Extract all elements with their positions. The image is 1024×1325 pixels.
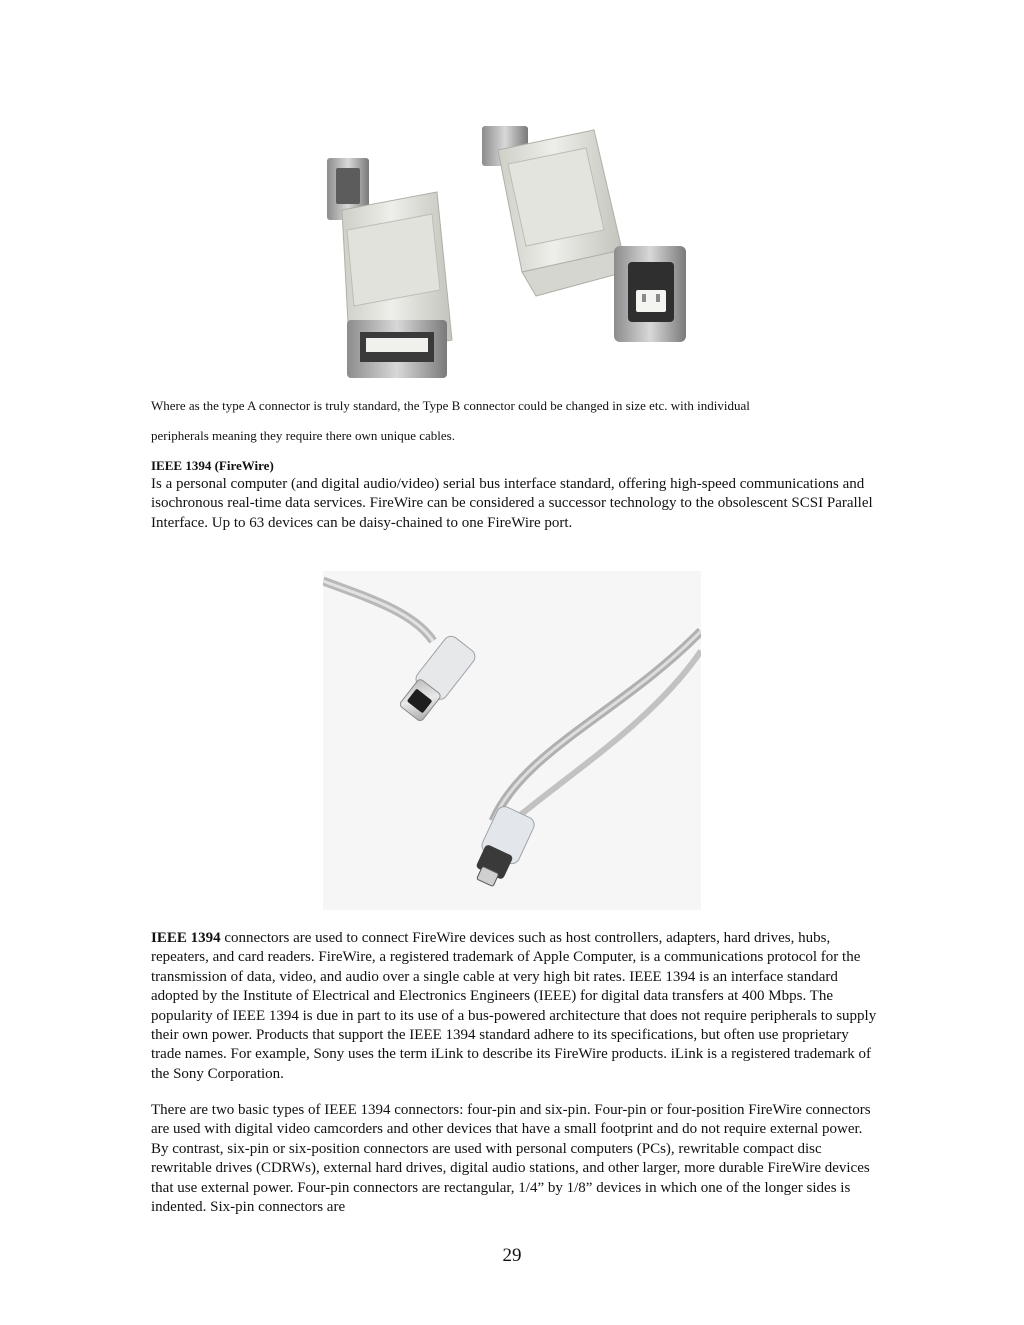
left-adapter	[327, 158, 452, 378]
ieee-1394-paragraph-text: connectors are used to connect FireWire devices such as host controllers, adapters, hard drives, hubs, repeaters, and card readers. FireWire, a registered trademark of Apple Computer, is a communications protocol for the transmission of data, video, and audio over a single cable at very high bit rates. IEEE 1394 is an interface standard adopted by the Institute of Electrical and Electronics Engineers (IEEE) for digital data transfers at 400 Mbps. The popularity of IEEE 1394 is due in part to its use of a bus-powered architecture that does not require peripherals to supply their own power. Products that support the IEEE 1394 standard adhere to its specifications, but often use proprietary trade names. For example, Sony uses the term iLink to describe its FireWire products. iLink is a registered trademark of the Sony Corporation.	[151, 930, 877, 1082]
right-adapter	[482, 126, 686, 342]
section-heading: IEEE 1394 (FireWire)	[151, 458, 274, 473]
connector-types-paragraph: There are two basic types of IEEE 1394 connectors: four-pin and six-pin. Four-pin or four-position FireWire connectors are used with digital video camcorders and other devices that have a small footprint and do not require external power. By contrast, six-pin or six-position connectors are used with personal computers (PCs), rewritable compact disc rewritable drives (CDRWs), external hard drives, digital audio stations, and other larger, more durable FireWire devices that use external power. Four-pin connectors are rectangular, 1/4” by 1/8” devices in which one of the longer sides is indented. Six-pin connectors are	[151, 1102, 871, 1216]
figure-caption-line-2: peripherals meaning they require there own unique cables.	[151, 428, 455, 443]
ieee-1394-paragraph	[151, 929, 879, 1084]
firewire-intro-paragraph: Is a personal computer (and digital audio/video) serial bus interface standard, offering high-speed communications and isochronous real-time data services. FireWire can be considered a successor technology to the obsolescent SCSI Parallel Interface. Up to 63 devices can be daisy-chained to one FireWire port.	[151, 476, 873, 531]
figure-caption-line-1: Where as the type A connector is truly standard, the Type B connector could be changed in size etc. with individual	[151, 398, 750, 413]
firewire-cable-photo	[323, 571, 701, 910]
ieee-1394-term: IEEE 1394	[151, 930, 221, 946]
page-number: 29	[502, 1245, 522, 1266]
usb-adapters-photo	[322, 120, 702, 383]
